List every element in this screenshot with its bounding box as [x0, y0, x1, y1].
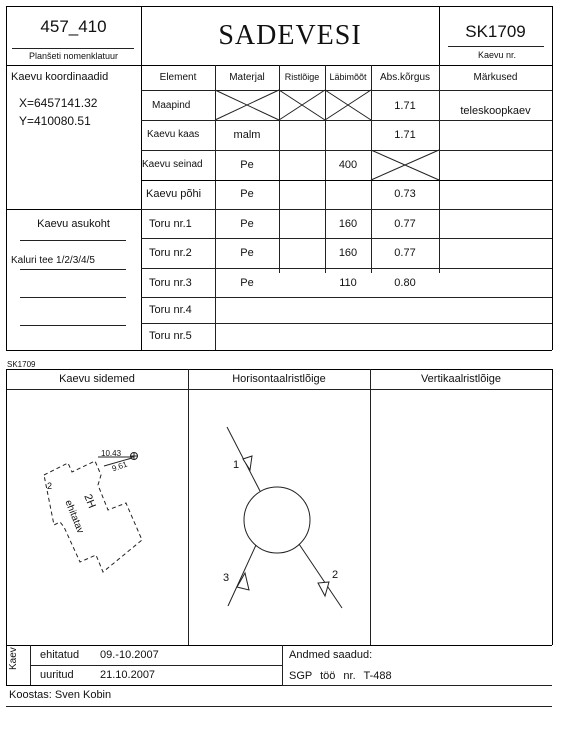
well-tag: SK1709: [7, 360, 36, 369]
sketch-dist-1: 10.43: [101, 449, 122, 458]
well-number-label: Kaevu nr.: [478, 50, 517, 60]
row-diameter: 400: [338, 159, 358, 171]
row-height: 0.80: [394, 277, 416, 289]
col-material: Materjal: [229, 72, 265, 83]
building-outline: [44, 461, 142, 572]
well-number: SK1709: [465, 22, 526, 41]
row-element: Kaevu seinad: [142, 159, 203, 170]
pipe-3-label: 3: [223, 572, 230, 584]
row-diameter: 110: [339, 277, 357, 289]
row-element: Toru nr.1: [149, 218, 192, 230]
surveyed-label: uuritud: [40, 669, 74, 681]
location-label: Kaevu asukoht: [37, 218, 110, 230]
sketch-floors-2: 2H: [81, 492, 98, 511]
panel-title-vertical: Vertikaalristlõige: [420, 373, 502, 385]
row-diameter: 160: [338, 247, 358, 259]
row-element: Kaevu põhi: [146, 188, 202, 200]
surveyed-value: 21.10.2007: [100, 669, 156, 681]
row-element: Toru nr.3: [149, 277, 192, 289]
row-material: malm: [233, 129, 261, 141]
row-material: Pe: [240, 218, 254, 230]
row-material: Pe: [240, 188, 254, 200]
col-height: Abs.kõrgus: [379, 72, 431, 83]
cross-seinad-height: [371, 150, 439, 180]
pipe-1-label: 1: [233, 459, 240, 471]
sketch-floors: 2: [47, 481, 53, 491]
nomenclature-label: Planšeti nomenklatuur: [28, 51, 119, 61]
pipe-2-label: 2: [332, 569, 339, 581]
col-diameter: Läbimõõt: [329, 72, 367, 82]
cross-maapind-material: [215, 90, 279, 120]
pipe-1-arrow: [243, 456, 252, 470]
built-value: 09.-10.2007: [100, 649, 159, 661]
nomenclature-value: 457_410: [40, 17, 107, 36]
pipe-2-arrow: [318, 582, 329, 596]
row-element: Kaevu kaas: [147, 129, 200, 140]
row-diameter: 160: [338, 218, 358, 230]
footer-side-label: Kaev: [8, 647, 19, 670]
row-notes: teleskoopkaev: [460, 105, 531, 117]
location-value: Kaluri tee 1/2/3/4/5: [11, 255, 95, 266]
row-height: 0.77: [394, 247, 416, 259]
coord-x: X=6457141.32: [19, 96, 98, 110]
row-height: 0.73: [394, 188, 416, 200]
row-element: Toru nr.2: [149, 247, 192, 259]
pipe-3: [228, 545, 256, 606]
sketch-status: ehitatav: [62, 498, 86, 536]
row-height: 1.71: [394, 100, 416, 112]
row-element: Toru nr.5: [149, 330, 192, 342]
author: Koostas: Sven Kobin: [9, 689, 112, 701]
data-source-label: Andmed saadud:: [289, 649, 373, 661]
data-source-value: SGP töö nr. T-488: [289, 670, 392, 682]
panel-title-horizontal: Horisontaalristlõige: [232, 373, 326, 385]
panel-title-connections: Kaevu sidemed: [59, 373, 135, 385]
row-element: Toru nr.4: [149, 304, 192, 316]
row-height: 0.77: [394, 218, 416, 230]
cross-maapind-diameter: [325, 90, 371, 120]
col-notes: Märkused: [473, 72, 518, 83]
row-height: 1.71: [394, 129, 416, 141]
cross-maapind-cross: [279, 90, 325, 120]
built-label: ehitatud: [40, 649, 80, 661]
sketch-dist-2: 9.61: [110, 459, 129, 474]
row-material: Pe: [240, 159, 254, 171]
row-material: Pe: [240, 277, 254, 289]
well-circle: [244, 487, 310, 553]
row-element: Maapind: [152, 100, 191, 111]
coords-label: Kaevu koordinaadid: [11, 71, 109, 83]
row-material: Pe: [240, 247, 254, 259]
col-element: Element: [159, 72, 197, 83]
coord-y: Y=410080.51: [19, 114, 91, 128]
col-cross: Ristlõige: [284, 72, 320, 82]
page-title: SADEVESI: [218, 20, 362, 51]
